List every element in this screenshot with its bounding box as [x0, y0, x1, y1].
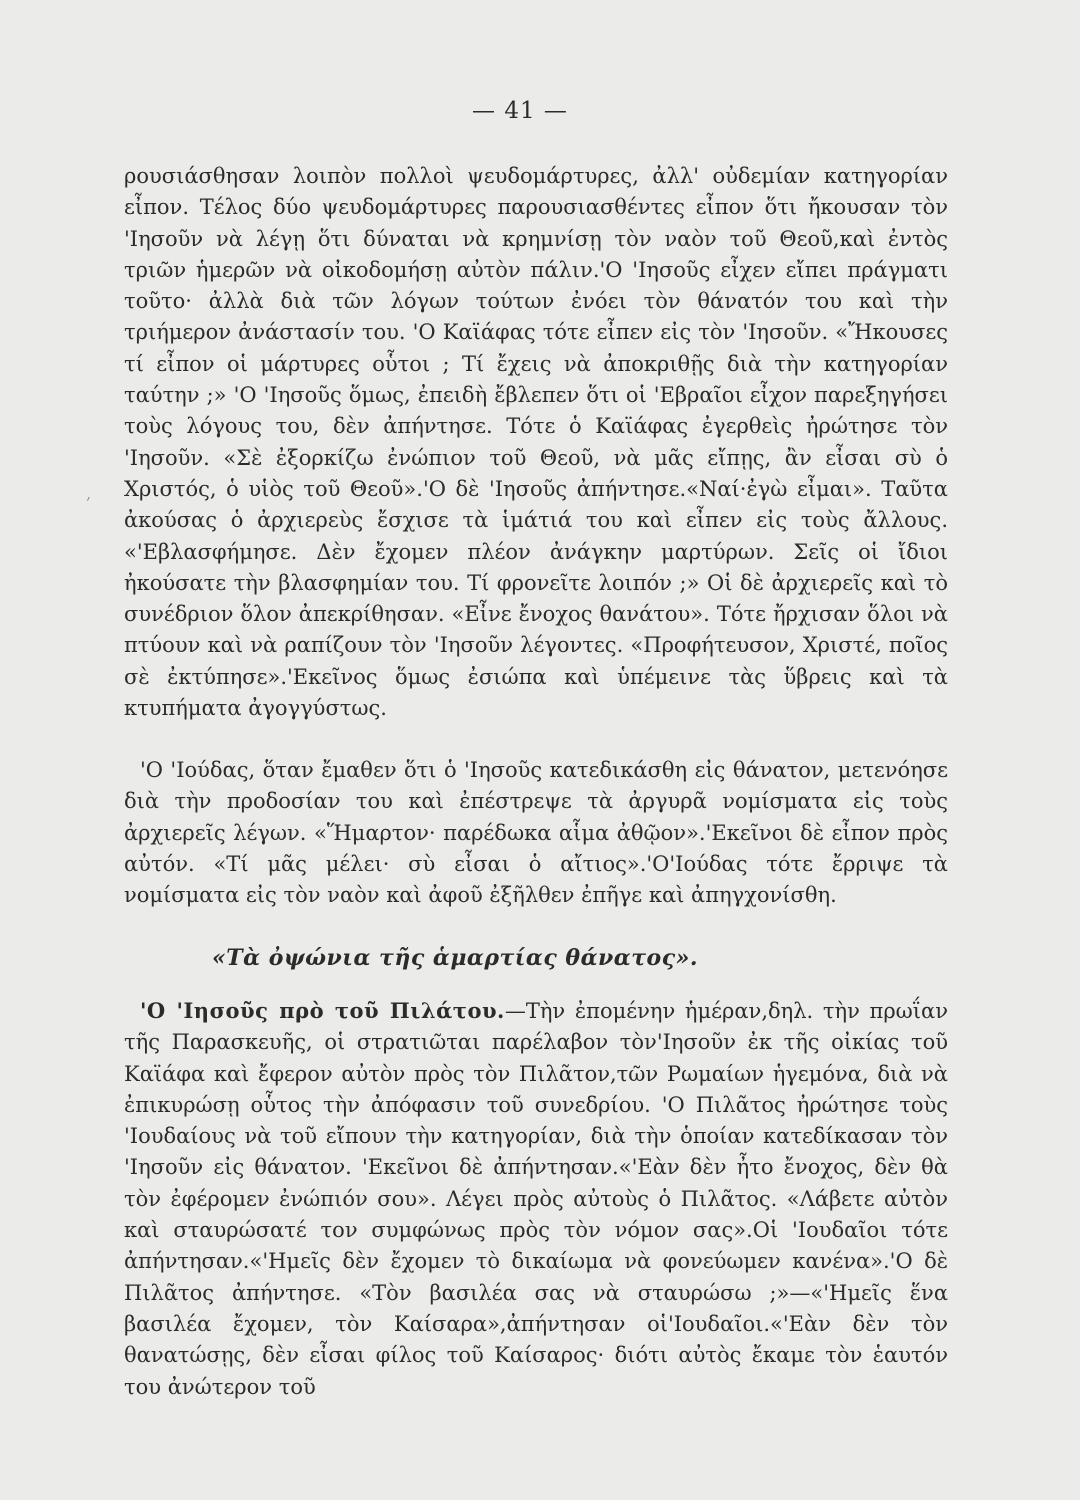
paragraph-1: ρουσιάσθησαν λοιπὸν πολλοὶ ψευδομάρτυρες, ἀλλ' οὐδεμίαν κατηγορίαν εἶπον. Τέλος δύο ψευδομάρτυρες παρουσιασθέντες εἶπον ὅτι ἤκουσαν τὸν 'Ιησοῦν νὰ λέγῃ ὅτι δύναται νὰ κρημνίσῃ τὸν ναὸν τοῦ Θεοῦ,καὶ ἐντὸς τριῶν ἡμερῶν νὰ οἰκοδομήσῃ αὐτὸν πάλιν.'Ο 'Ιησοῦς εἶχεν εἴπει πράγματι τοῦτο· ἀλλὰ διὰ τῶν λόγων τούτων ἐνόει τὸν θάνατόν του καὶ τὴν τριήμερον ἀνάστασίν του. 'Ο Καϊάφας τότε εἶπεν εἰς τὸν 'Ιησοῦν. «Ἤκουσες τί εἶπον οἱ μάρτυρες οὗτοι ; Τί ἔχεις νὰ ἀποκριθῇς διὰ τὴν κατηγορίαν ταύτην ;» 'Ο 'Ιησοῦς ὅμως, ἐπειδὴ ἔβλεπεν ὅτι οἱ 'Εβραῖοι εἶχον παρεξηγήσει τοὺς λόγους του, δὲν ἀπήντησε. Τότε ὁ Καϊάφας ἐγερθεὶς ἠρώτησε τὸν 'Ιησοῦν. «Σὲ ἐξορκίζω ἐνώπιον τοῦ Θεοῦ, νὰ μᾶς εἴπῃς, ἂν εἶσαι σὺ ὁ Χριστός, ὁ υἱὸς τοῦ Θεοῦ».'Ο δὲ 'Ιησοῦς ἀπήντησε.«Ναί·ἐγὼ εἶμαι». Ταῦτα ἀκούσας ὁ ἀρχιερεὺς ἔσχισε τὰ ἱμάτιά του καὶ εἶπεν εἰς τοὺς ἄλλους. «'Εβλασφήμησε. Δὲν ἔχομεν πλέον ἀνάγκην μαρτύρων. Σεῖς οἱ ἴδιοι ἠκούσατε τὴν βλασφημίαν του. Τί φρονεῖτε λοιπόν ;» Οἱ δὲ ἀρχιερεῖς καὶ τὸ συνέδριον ὅλον ἀπεκρίθησαν. «Εἶνε ἔνοχος θανάτου». Τότε ἤρχισαν ὅλοι νὰ πτύουν καὶ νὰ ραπίζουν τὸν 'Ιησοῦν λέγοντες. «Προφήτευσον, Χριστέ, ποῖος σὲ ἐκτύπησε».'Εκεῖνος ὅμως ἐσιώπα καὶ ὑπέμεινε τὰς ὕβρεις καὶ τὰ κτυπήματα ἀγογγύστως. [124, 164, 948, 721]
section-subheading: «Τὰ ὀψώνια τῆς ἁμαρτίας θάνατος». [212, 945, 698, 971]
margin-mark: , [86, 484, 92, 503]
paragraph-3 [124, 995, 948, 1403]
paragraph-3-body: —Τὴν ἐπομένην ἡμέραν,δηλ. τὴν πρωΐαν τῆς Παρασκευῆς, οἱ στρατιῶται παρέλαβον τὸν'Ιησοῦν ἐκ τῆς οἰκίας τοῦ Καϊάφα καὶ ἔφερον αὐτὸν πρὸς τὸν Πιλᾶτον,τῶν Ρωμαίων ἡγεμόνα, διὰ νὰ ἐπικυρώσῃ οὗτος τὴν ἀπόφασιν τοῦ συνεδρίου. 'Ο Πιλᾶτος ἠρώτησε τοὺς 'Ιουδαίους νὰ τοῦ εἴπουν τὴν κατηγορίαν, διὰ τὴν ὁποίαν κατεδίκασαν τὸν 'Ιησοῦν εἰς θάνατον. 'Εκεῖνοι δὲ ἀπήντησαν.«'Εὰν δὲν ἦτο ἔνοχος, δὲν θὰ τὸν ἐφέρομεν ἐνώπιόν σου». Λέγει πρὸς αὐτοὺς ὁ Πιλᾶτος. «Λάβετε αὐτὸν καὶ σταυρώσατέ τον συμφώνως πρὸς τὸν νόμον σας».Οἱ 'Ιουδαῖοι τότε ἀπήντησαν.«'Ημεῖς δὲν ἔχομεν τὸ δικαίωμα νὰ φονεύωμεν κανένα».'Ο δὲ Πιλᾶτος ἀπήντησε. «Τὸν βασιλέα σας νὰ σταυρώσω ;»—«'Ημεῖς ἕνα βασιλέα ἔχομεν, τὸν Καίσαρα»,ἀπήντησαν οἱ'Ιουδαῖοι.«'Εὰν δὲν τὸν θανατώσῃς, δὲν εἶσαι φίλος τοῦ Καίσαρος· διότι αὐτὸς ἔκαμε τὸν ἑαυτόν του ἀνώτερον τοῦ [124, 999, 948, 1399]
paragraph-2: 'Ο 'Ιούδας, ὅταν ἔμαθεν ὅτι ὁ 'Ιησοῦς κατεδικάσθη εἰς θάνατον, μετενόησε διὰ τὴν προδοσίαν του καὶ ἐπέστρεψε τὰ ἀργυρᾶ νομίσματα εἰς τοὺς ἀρχιερεῖς λέγων. «Ἥμαρτον· παρέδωκα αἷμα ἀθῷον».'Εκεῖνοι δὲ εἶπον πρὸς αὐτόν. «Τί μᾶς μέλει· σὺ εἶσαι ὁ αἴτιος».'Ο'Ιούδας τότε ἔρριψε τὰ νομίσματα εἰς τὸν ναὸν καὶ ἀφοῦ ἐξῆλθεν ἐπῆγε καὶ ἀπηγχονίσθη. [124, 758, 948, 908]
section-title: 'Ο 'Ιησοῦς πρὸ τοῦ Πιλάτου. [140, 998, 505, 1023]
page-number: — 41 — [472, 98, 568, 124]
